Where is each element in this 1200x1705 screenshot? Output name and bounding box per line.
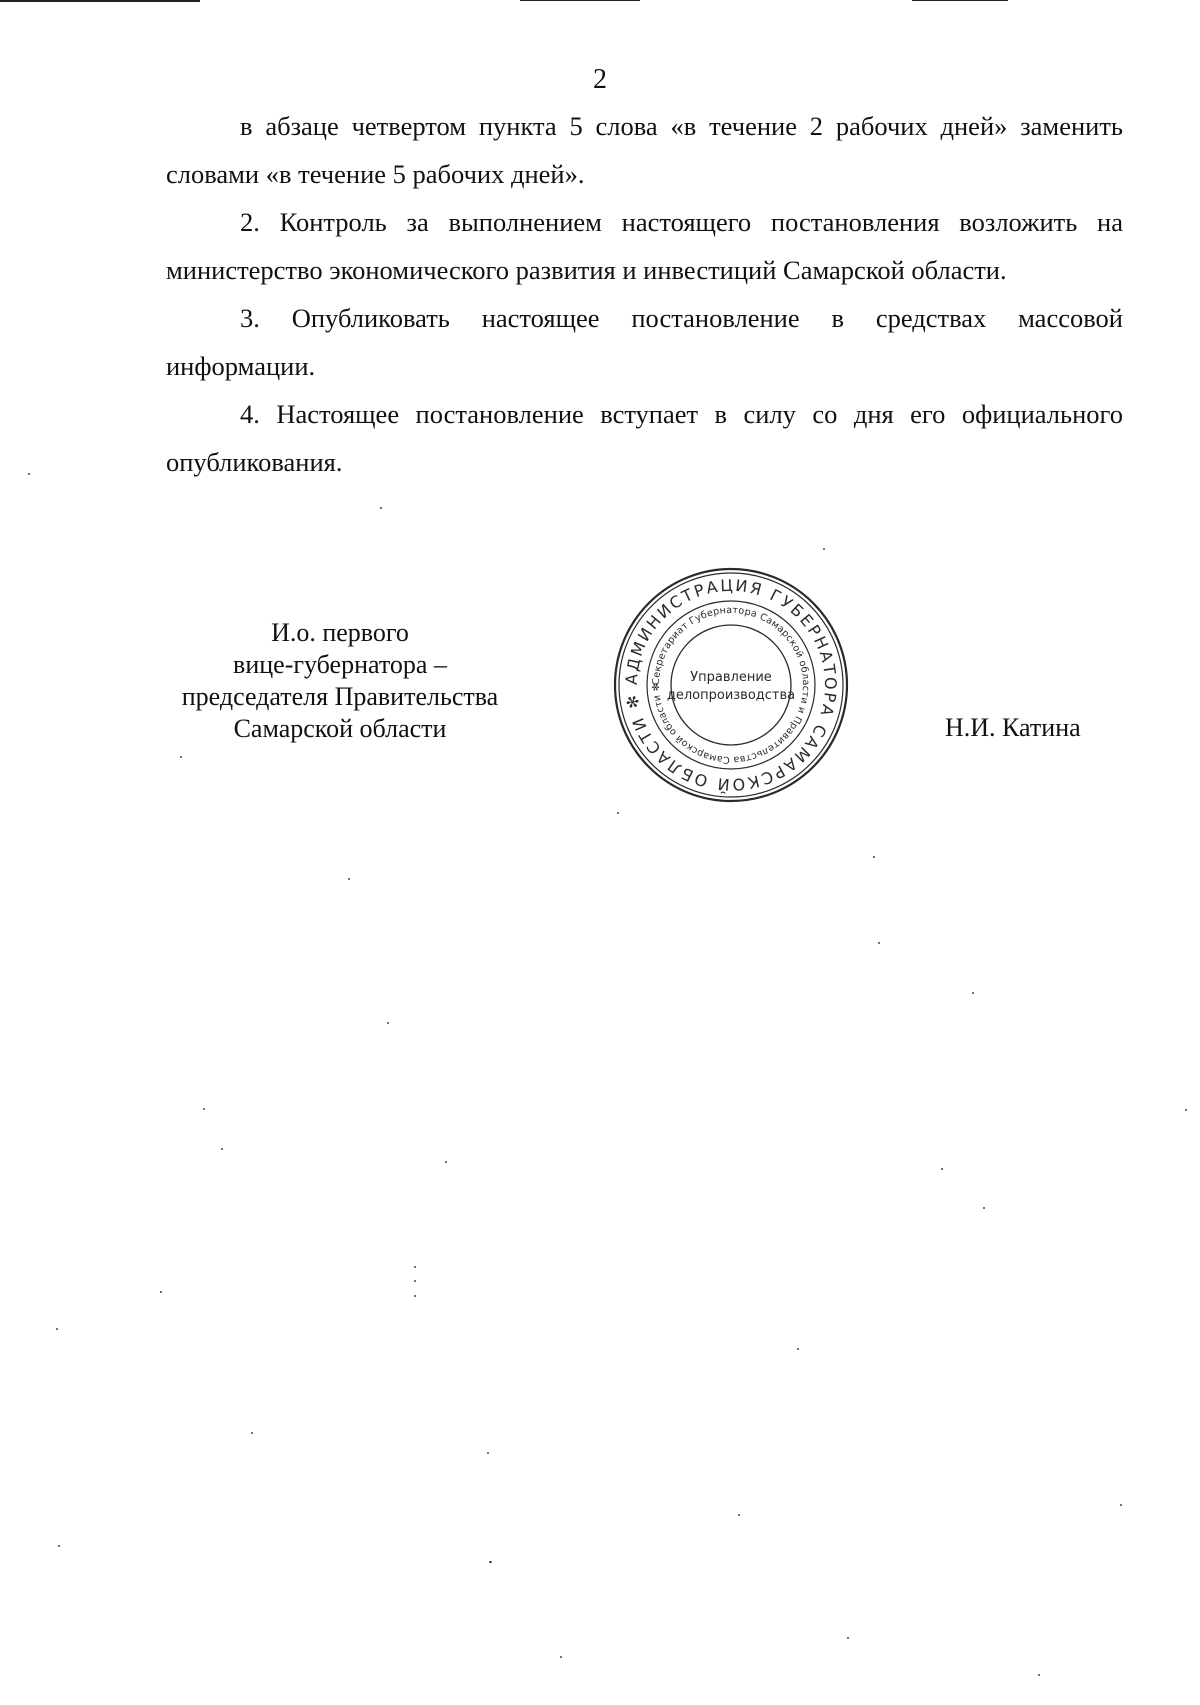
scan-speck [445, 1161, 447, 1163]
scan-speck [941, 1168, 943, 1170]
scan-speck [387, 1022, 389, 1024]
top-scan-edge-middle [520, 0, 640, 1]
paragraph-effective-date: 4. Настоящее постановление вступает в силу со дня его официального опубликования. [166, 399, 1123, 477]
scan-speck [414, 1280, 416, 1282]
stamp-center-line: Управление [690, 670, 772, 685]
scan-speck [58, 1545, 60, 1547]
signer-position [140, 617, 540, 745]
stamp-inner-ring-text: Секретариат Губернатора Самарской области и Правительства Самарской области ✻ [650, 604, 812, 766]
scan-speck [251, 1432, 253, 1434]
scan-speck [983, 1207, 985, 1209]
top-scan-edge-left [0, 0, 200, 2]
scan-speck [160, 1291, 162, 1293]
scan-speck [414, 1295, 416, 1297]
signer-name: Н.И. Катина [945, 713, 1081, 742]
scan-speck [56, 1328, 58, 1330]
scan-speck [873, 856, 875, 858]
scan-speck [489, 1561, 492, 1563]
document-body [166, 102, 1123, 486]
scan-speck [221, 1148, 223, 1150]
paragraph-publication: 3. Опубликовать настоящее постановление в средствах массовой информации. [166, 303, 1123, 381]
scan-speck [1038, 1674, 1040, 1676]
official-seal-stamp [612, 566, 850, 804]
scan-speck [1185, 1109, 1187, 1111]
scan-speck [823, 548, 825, 550]
scan-speck [560, 1656, 562, 1658]
stamp-outer-ring-text: АДМИНИСТРАЦИЯ ГУБЕРНАТОРА САМАРСКОЙ ОБЛАСТИ ✻ [621, 575, 841, 795]
scan-speck [414, 1266, 416, 1268]
scan-speck [348, 878, 350, 880]
top-scan-edge-right [912, 0, 1008, 1]
scan-speck [380, 507, 382, 509]
stamp-center-line: делопроизводства [666, 688, 796, 703]
paragraph-amendment: в абзаце четвертом пункта 5 слова «в течение 2 рабочих дней» заменить словами «в течение 5 рабочих дней». [166, 111, 1123, 189]
signer-position-line: Самарской области [233, 714, 447, 743]
scan-speck [847, 1637, 849, 1639]
scan-speck [797, 1348, 799, 1350]
signer-position-line: председателя Правительства [181, 682, 499, 711]
scan-speck [203, 1108, 205, 1110]
paragraph-control: 2. Контроль за выполнением настоящего постановления возложить на министерство экономического развития и инвестиций Самарской области. [166, 207, 1123, 285]
scan-speck [972, 992, 974, 994]
scan-speck [28, 473, 30, 475]
page-number: 2 [593, 64, 607, 95]
signer-position-line: вице-губернатора – [233, 650, 447, 679]
scan-speck [738, 1514, 740, 1516]
signer-position-line: И.о. первого [271, 618, 409, 647]
scan-speck [180, 756, 182, 758]
scan-speck [487, 1452, 489, 1454]
scan-speck [1120, 1504, 1122, 1506]
scan-speck [617, 812, 619, 814]
scan-speck [878, 942, 880, 944]
